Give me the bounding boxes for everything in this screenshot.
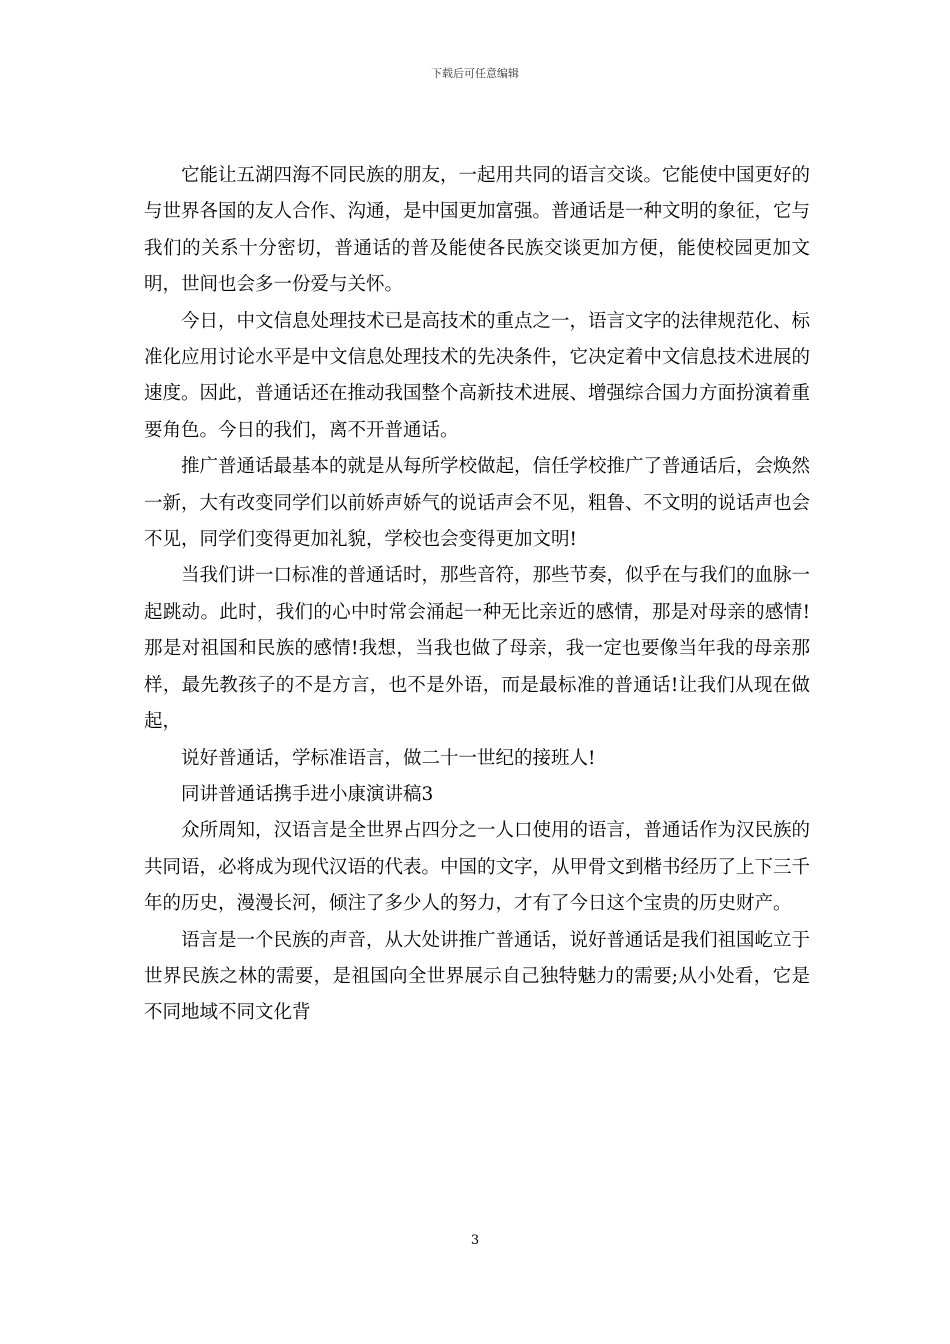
paragraph: 说好普通话，学标准语言，做二十一世纪的接班人! — [181, 747, 596, 769]
document-body — [144, 158, 810, 1032]
page-number: 3 — [470, 1233, 480, 1248]
paragraph: 今日，中文信息处理技术已是高技术的重点之一，语言文字的法律规范化、标准化应用讨论水平是中文信息处理技术的先决条件，它决定着中文信息技术进展的速度。因此，普通话还在推动我国整个高新技术进展、增强综合国力方面扮演着重要角色。今日的我们，离不开普通话。 — [144, 310, 811, 441]
paragraph: 它能让五湖四海不同民族的朋友，一起用共同的语言交谈。它能使中国更好的与世界各国的友人合作、沟通，是中国更加富强。普通话是一种文明的象征，它与我们的关系十分密切，普通话的普及能使各民族交谈更加方便，能使校园更加文明，世间也会多一份爱与关怀。 — [144, 165, 811, 296]
page-header: 下载后可任意编辑 — [431, 67, 519, 80]
section-title: 同讲普通话携手进小康演讲稿3 — [181, 783, 434, 805]
paragraph: 语言是一个民族的声音，从大处讲推广普通话，说好普通话是我们祖国屹立于世界民族之林的需要，是祖国向全世界展示自己独特魅力的需要;从小处看，它是不同地域不同文化背 — [144, 929, 811, 1024]
paragraph: 众所周知，汉语言是全世界占四分之一人口使用的语言，普通话作为汉民族的共同语，必将成为现代汉语的代表。中国的文字，从甲骨文到楷书经历了上下三千年的历史，漫漫长河，倾注了多少人的努力，才有了今日这个宝贵的历史财产。 — [144, 820, 811, 915]
paragraph: 推广普通话最基本的就是从每所学校做起，信任学校推广了普通话后，会焕然一新，大有改变同学们以前娇声娇气的说话声会不见，粗鲁、不文明的说话声也会不见，同学们变得更加礼貌，学校也会变得更加文明! — [144, 456, 811, 551]
paragraph: 当我们讲一口标准的普通话时，那些音符，那些节奏，似乎在与我们的血脉一起跳动。此时，我们的心中时常会涌起一种无比亲近的感情，那是对母亲的感情!那是对祖国和民族的感情!我想，当我也做了母亲，我一定也要像当年我的母亲那样，最先教孩子的不是方言，也不是外语，而是最标准的普通话!让我们从现在做起， — [144, 565, 811, 733]
